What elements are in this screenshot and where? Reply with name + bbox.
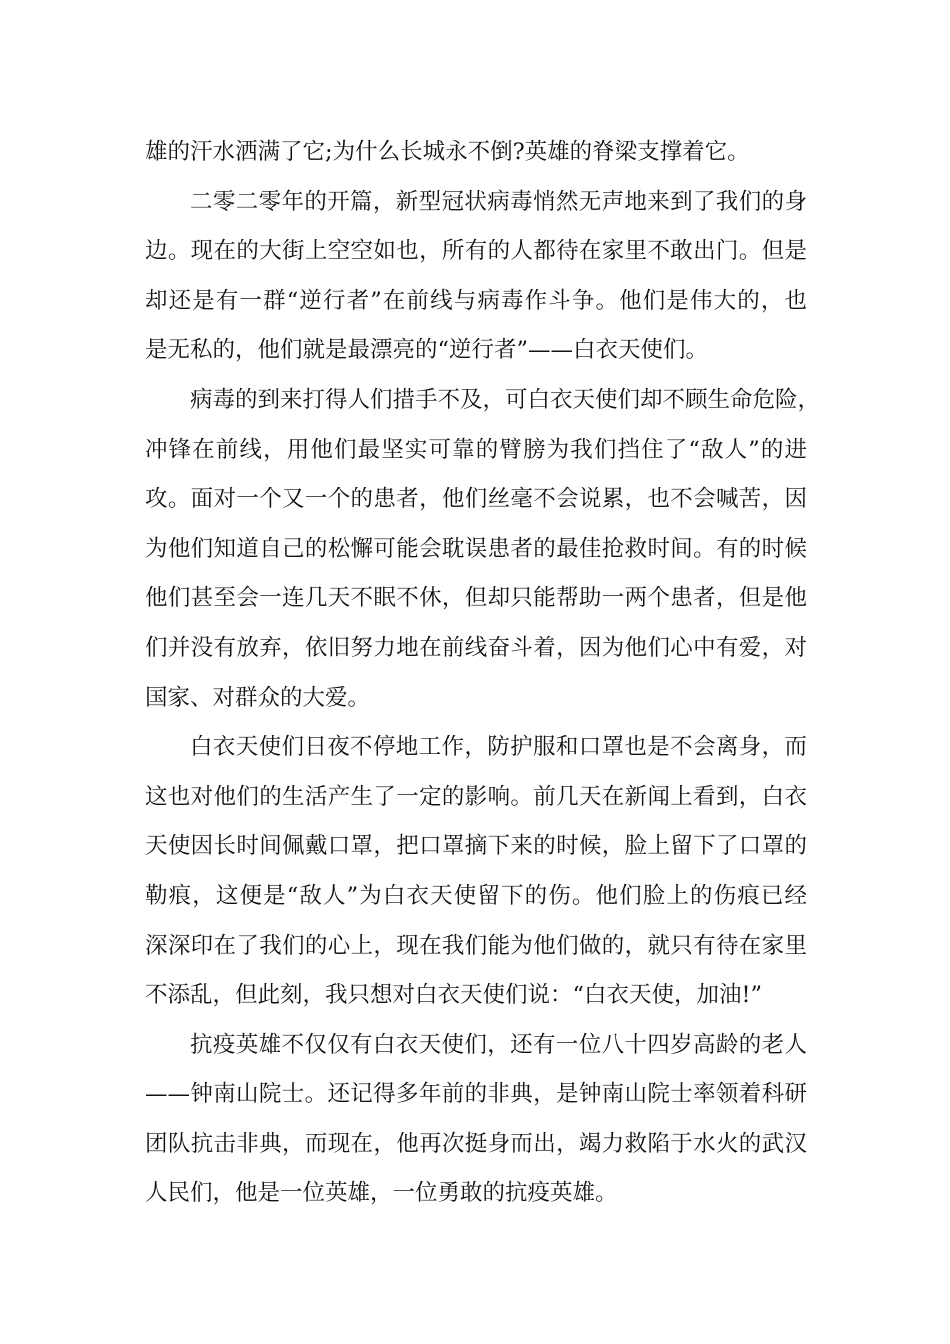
text-line: 雄的汗水洒满了它;为什么长城永不倒?英雄的脊梁支撑着它。	[145, 139, 750, 165]
text-line: 这也对他们的生活产生了一定的影响。前几天在新闻上看到，白衣	[145, 783, 807, 810]
text-line: 天使因长时间佩戴口罩，把口罩摘下来的时候，脸上留下了口罩的	[145, 833, 807, 860]
text-line: 攻。面对一个又一个的患者，他们丝毫不会说累，也不会喊苦，因	[145, 486, 807, 513]
text-line: 为他们知道自己的松懈可能会耽误患者的最佳抢救时间。有的时候	[145, 535, 807, 562]
text-line: 不添乱，但此刻，我只想对白衣天使们说：“白衣天使，加油!”	[145, 982, 763, 1009]
text-line: 人民们，他是一位英雄，一位勇敢的抗疫英雄。	[145, 1180, 618, 1207]
text-line: ——钟南山院士。还记得多年前的非典，是钟南山院士率领着科研	[145, 1081, 807, 1108]
paragraph	[145, 1021, 807, 1219]
text-line: 国家、对群众的大爱。	[145, 684, 371, 711]
text-line: 团队抗击非典，而现在，他再次挺身而出，竭力救陷于水火的武汉	[145, 1130, 807, 1157]
text-line: 深深印在了我们的心上，现在我们能为他们做的，就只有待在家里	[145, 932, 807, 959]
text-line: 却还是有一群“逆行者”在前线与病毒作斗争。他们是伟大的，也	[145, 287, 807, 314]
text-line: 们并没有放弃，依旧努力地在前线奋斗着，因为他们心中有爱，对	[145, 634, 807, 661]
document-body	[145, 128, 821, 1219]
text-line: 白衣天使们日夜不停地工作，防护服和口罩也是不会离身，而	[190, 734, 807, 761]
paragraph	[145, 128, 807, 178]
text-line: 二零二零年的开篇，新型冠状病毒悄然无声地来到了我们的身	[190, 188, 807, 215]
text-line: 病毒的到来打得人们措手不及，可白衣天使们却不顾生命危险，	[190, 386, 821, 413]
paragraph	[145, 376, 821, 723]
paragraph	[145, 723, 807, 1021]
text-line: 是无私的，他们就是最漂亮的“逆行者”——白衣天使们。	[145, 337, 709, 364]
text-line: 边。现在的大街上空空如也，所有的人都待在家里不敢出门。但是	[145, 238, 807, 265]
paragraph	[145, 178, 807, 376]
text-line: 勒痕，这便是“敌人”为白衣天使留下的伤。他们脸上的伤痕已经	[145, 882, 807, 909]
text-line: 冲锋在前线，用他们最坚实可靠的臂膀为我们挡住了“敌人”的进	[145, 436, 807, 463]
text-line: 抗疫英雄不仅仅有白衣天使们，还有一位八十四岁高龄的老人	[190, 1031, 807, 1058]
text-line: 他们甚至会一连几天不眠不休，但却只能帮助一两个患者，但是他	[145, 585, 807, 612]
